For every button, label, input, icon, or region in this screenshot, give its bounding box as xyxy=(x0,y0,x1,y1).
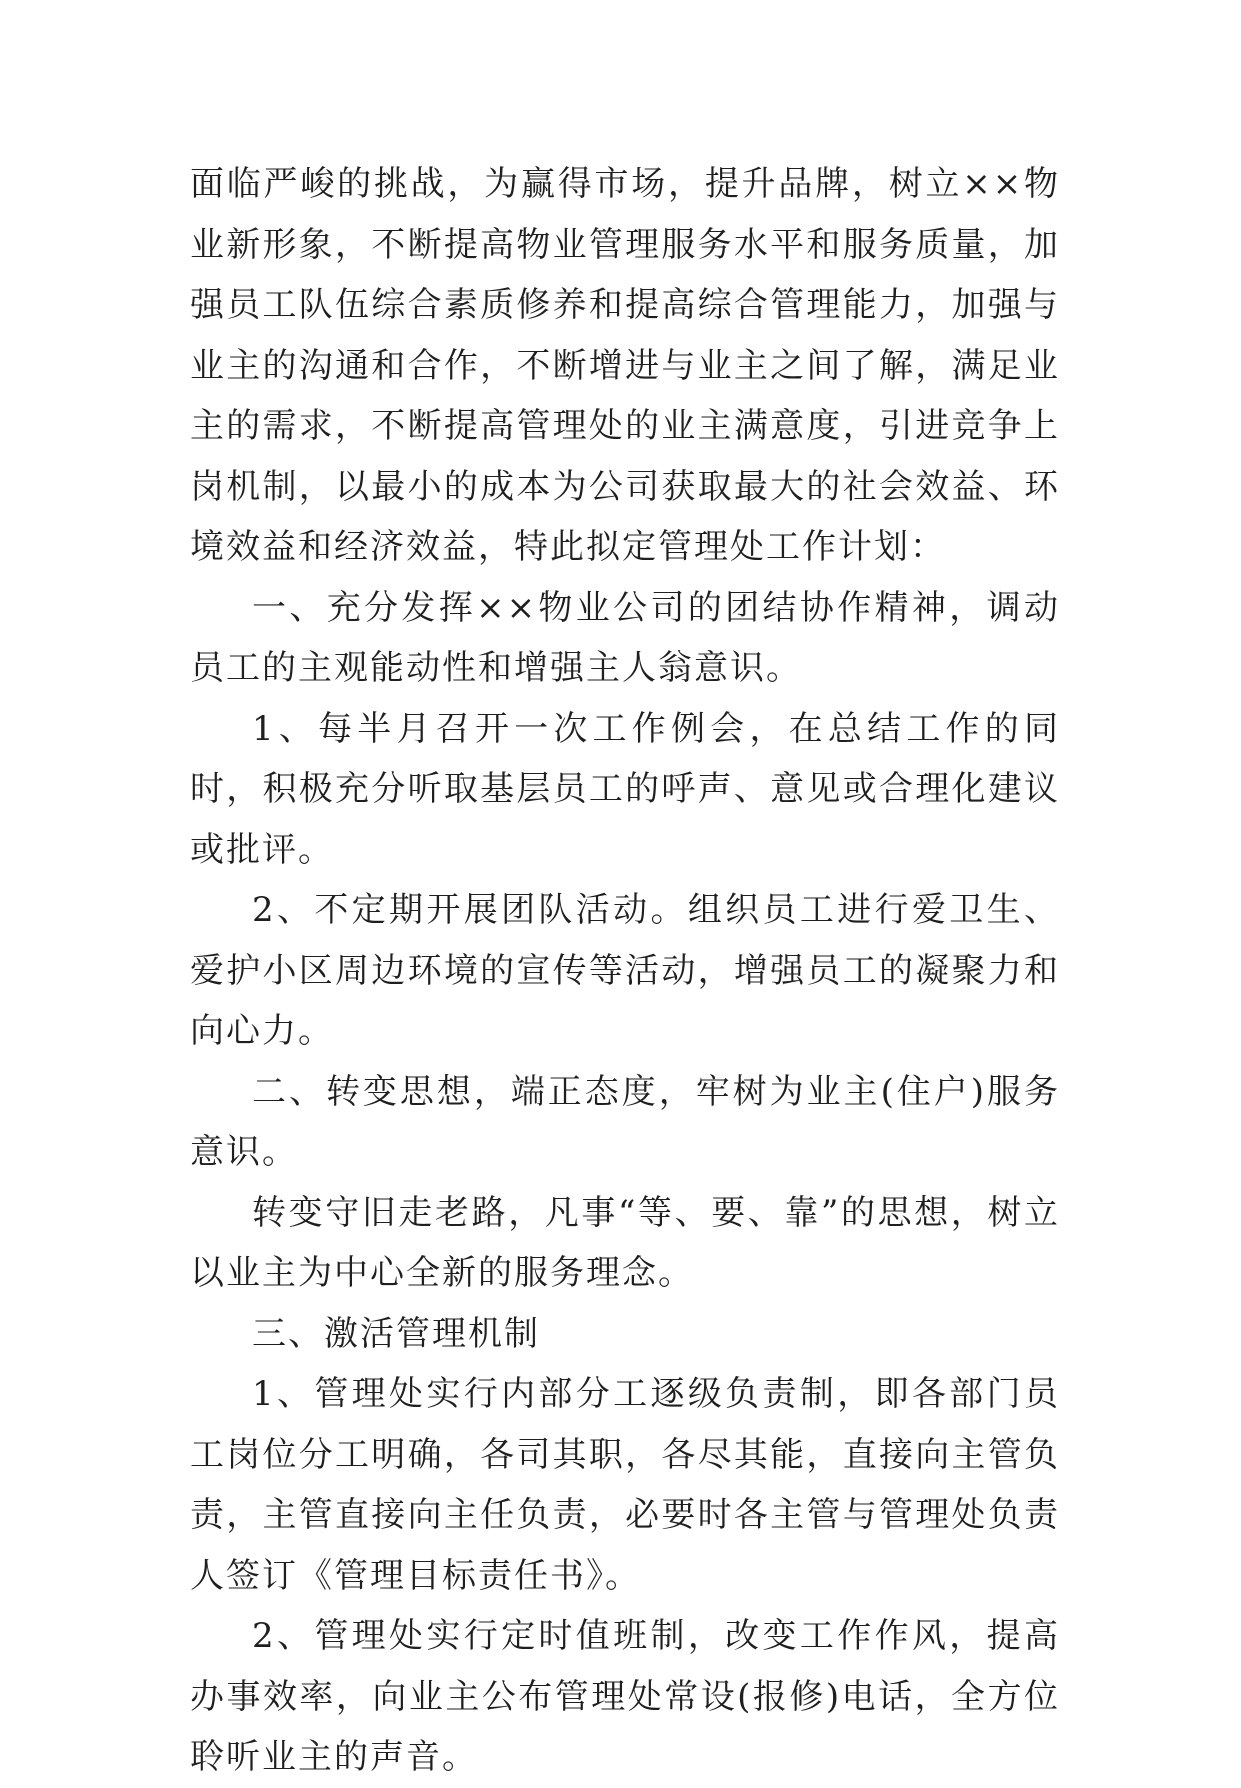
paragraph-intro: 面临严峻的挑战，为赢得市场，提升品牌，树立××物业新形象，不断提高物业管理服务水平和服务质量，加强员工队伍综合素质修养和提高综合管理能力，加强与业主的沟通和合作，不断增进与业主之间了解，满足业主的需求，不断提高管理处的业主满意度，引进竞争上岗机制，以最小的成本为公司获取最大的社会效益、环境效益和经济效益，特此拟定管理处工作计划： xyxy=(190,164,1060,567)
paragraph-item-1-2: 2、不定期开展团队活动。组织员工进行爱卫生、爱护小区周边环境的宣传等活动，增强员工的凝聚力和向心力。 xyxy=(190,890,1060,1051)
paragraph-item-3-2: 2、管理处实行定时值班制，改变工作作风，提高办事效率，向业主公布管理处常设(报修)电话，全方位聆听业主的声音。 xyxy=(190,1616,1060,1777)
paragraph-item-3-1: 1、管理处实行内部分工逐级负责制，即各部门员工岗位分工明确，各司其职，各尽其能，直接向主管负责，主管直接向主任负责，必要时各主管与管理处负责人签订《管理目标责任书》。 xyxy=(190,1374,1060,1596)
paragraph-section-two-body: 转变守旧走老路，凡事“等、要、靠”的思想，树立以业主为中心全新的服务理念。 xyxy=(190,1192,1060,1293)
document-body xyxy=(190,154,1060,1788)
paragraph-item-1-1: 1、每半月召开一次工作例会，在总结工作的同时，积极充分听取基层员工的呼声、意见或合理化建议或批评。 xyxy=(190,708,1060,870)
paragraph-section-three: 三、激活管理机制 xyxy=(252,1313,540,1354)
paragraph-section-one: 一、充分发挥××物业公司的团结协作精神，调动员工的主观能动性和增强主人翁意识。 xyxy=(190,587,1060,688)
paragraph-section-two: 二、转变思想，端正态度，牢树为业主(住户)服务意识。 xyxy=(190,1071,1060,1172)
